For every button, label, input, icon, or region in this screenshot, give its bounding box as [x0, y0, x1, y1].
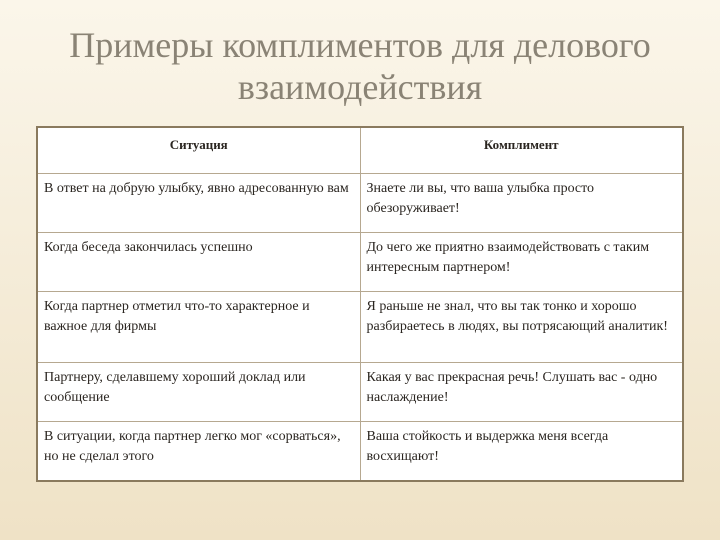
compliment-cell: До чего же приятно взаимодействовать с таким интересным партнером! — [360, 232, 683, 291]
table-row — [37, 421, 683, 481]
table-row — [37, 173, 683, 232]
table-row — [37, 291, 683, 362]
header-compliment: Комплимент — [360, 127, 683, 173]
slide-title-line2: взаимодействия — [237, 67, 483, 107]
situation-cell: Когда партнер отметил что-то характерное и важное для фирмы — [37, 291, 360, 362]
compliment-cell: Ваша стойкость и выдержка меня всегда восхищают! — [360, 421, 683, 481]
compliment-cell: Я раньше не знал, что вы так тонко и хорошо разбираетесь в людях, вы потрясающий аналитик! — [360, 291, 683, 362]
compliment-cell: Какая у вас прекрасная речь! Слушать вас - одно наслаждение! — [360, 362, 683, 421]
situation-cell: Когда беседа закончилась успешно — [37, 232, 360, 291]
compliment-cell: Знаете ли вы, что ваша улыбка просто обезоруживает! — [360, 173, 683, 232]
header-situation: Ситуация — [37, 127, 360, 173]
situation-cell: В ситуации, когда партнер легко мог «сорваться», но не сделал этого — [37, 421, 360, 481]
situation-cell: В ответ на добрую улыбку, явно адресованную вам — [37, 173, 360, 232]
situation-cell: Партнеру, сделавшему хороший доклад или сообщение — [37, 362, 360, 421]
table-header-row — [37, 127, 683, 173]
slide-title-line1: Примеры комплиментов для делового — [69, 25, 651, 65]
table-row — [37, 362, 683, 421]
slide-title — [20, 24, 700, 108]
table-row — [37, 232, 683, 291]
compliments-table — [36, 126, 684, 482]
